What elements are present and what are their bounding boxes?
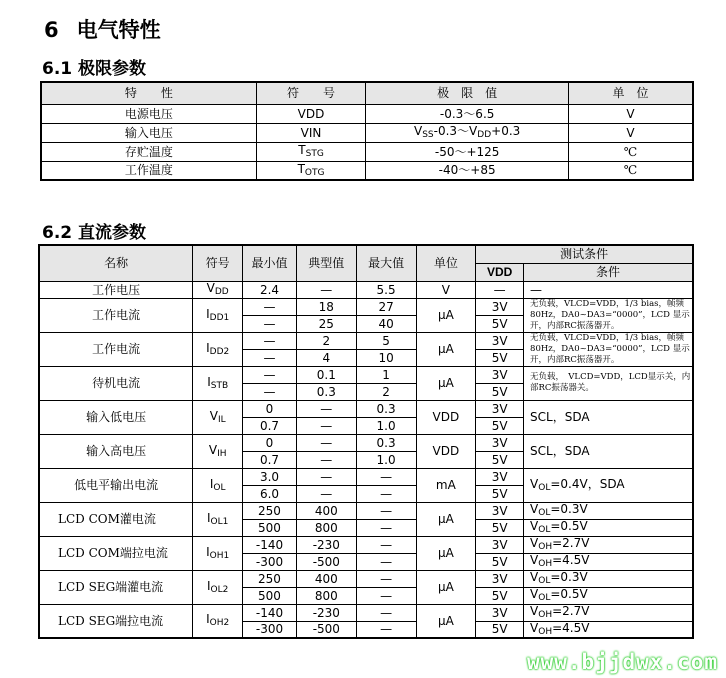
- limits-header-row: [41, 82, 693, 104]
- dc-max: 1.0: [356, 451, 416, 468]
- dc-typ: 400: [296, 570, 356, 587]
- dc-cond: $V_{OL}=0.4V$，SDA: [524, 468, 693, 502]
- limits-value: -40～+85: [366, 161, 569, 180]
- dc-table: [38, 244, 694, 639]
- dc-row: [39, 502, 693, 519]
- dc-min: —: [243, 366, 297, 383]
- dc-typ: -500: [296, 553, 356, 570]
- dc-header-min: 最小值: [243, 245, 297, 281]
- dc-vdd: 5V: [476, 553, 524, 570]
- dc-vdd: 3V: [476, 604, 524, 621]
- dc-min: -300: [243, 553, 297, 570]
- limits-header-cell: 极 限 值: [366, 82, 569, 104]
- dc-name: 输入高电压: [39, 434, 193, 468]
- limits-symbol: $T_{OTG}$: [256, 161, 366, 180]
- limits-row: [41, 142, 693, 161]
- dc-unit: μA: [416, 502, 476, 536]
- dc-min: -140: [243, 604, 297, 621]
- dc-typ: —: [296, 434, 356, 451]
- dc-unit: VDD: [416, 434, 476, 468]
- dc-name: 输入低电压: [39, 400, 193, 434]
- section-title: 电气特性: [76, 18, 161, 42]
- dc-header-cond: 条件: [524, 263, 693, 281]
- dc-name: 工作电流: [39, 332, 193, 366]
- dc-symbol: $I_{DD2}$: [193, 332, 243, 366]
- dc-cond: 无负载，VLCD=VDD，1/3 bias，帧频80Hz，DA0~DA3=“0000”，LCD 显示开，内部RC振荡器开。: [524, 332, 693, 366]
- dc-symbol: $I_{OL}$: [193, 468, 243, 502]
- limits-header-cell: 单 位: [568, 82, 693, 104]
- dc-typ: —: [296, 281, 356, 298]
- dc-unit: μA: [416, 298, 476, 332]
- limits-header-cell: 符 号: [256, 82, 366, 104]
- dc-unit: V: [416, 281, 476, 298]
- dc-min: 0: [243, 400, 297, 417]
- limits-row: [41, 161, 693, 180]
- dc-cond: SCL，SDA: [524, 400, 693, 434]
- section-number: 6: [44, 18, 59, 42]
- dc-vdd: 5V: [476, 485, 524, 502]
- dc-typ: —: [296, 451, 356, 468]
- dc-row: [39, 298, 693, 315]
- dc-max: 5.5: [356, 281, 416, 298]
- dc-max: 2: [356, 383, 416, 400]
- limits-header-cell: 特 性: [41, 82, 256, 104]
- dc-min: 250: [243, 502, 297, 519]
- dc-max: —: [356, 485, 416, 502]
- dc-symbol: $I_{OH2}$: [193, 604, 243, 638]
- dc-vdd: —: [476, 281, 524, 298]
- dc-min: 2.4: [243, 281, 297, 298]
- dc-min: —: [243, 332, 297, 349]
- dc-min: -300: [243, 621, 297, 638]
- limits-name: 电源电压: [41, 104, 256, 123]
- dc-symbol: $V_{IL}$: [193, 400, 243, 434]
- dc-max: 40: [356, 315, 416, 332]
- dc-max: —: [356, 621, 416, 638]
- dc-row: [39, 281, 693, 298]
- dc-typ: 0.1: [296, 366, 356, 383]
- dc-unit: VDD: [416, 400, 476, 434]
- dc-vdd: 3V: [476, 332, 524, 349]
- limits-name: 输入电压: [41, 123, 256, 142]
- subsection-title-dc: 6.2 直流参数: [42, 223, 147, 243]
- dc-typ: 800: [296, 587, 356, 604]
- dc-cond: $V_{OL}=0.5V$: [524, 519, 693, 536]
- dc-name: LCD COM灌电流: [39, 502, 193, 536]
- dc-max: —: [356, 519, 416, 536]
- dc-typ: —: [296, 400, 356, 417]
- dc-vdd: 5V: [476, 349, 524, 366]
- dc-max: —: [356, 587, 416, 604]
- dc-typ: -230: [296, 604, 356, 621]
- dc-header-test: 测试条件: [476, 245, 693, 263]
- dc-vdd: 3V: [476, 366, 524, 383]
- dc-max: —: [356, 553, 416, 570]
- dc-vdd: 3V: [476, 400, 524, 417]
- dc-typ: 4: [296, 349, 356, 366]
- limits-name: 存贮温度: [41, 142, 256, 161]
- limits-symbol: $T_{STG}$: [256, 142, 366, 161]
- dc-min: 250: [243, 570, 297, 587]
- dc-header-typ: 典型值: [296, 245, 356, 281]
- dc-unit: μA: [416, 570, 476, 604]
- dc-header-vdd: VDD: [476, 263, 524, 281]
- limits-name: 工作温度: [41, 161, 256, 180]
- dc-vdd: 3V: [476, 298, 524, 315]
- dc-header-name: 名称: [39, 245, 193, 281]
- dc-cond: $V_{OL}=0.5V$: [524, 587, 693, 604]
- dc-min: 500: [243, 519, 297, 536]
- dc-max: —: [356, 536, 416, 553]
- dc-max: 0.3: [356, 400, 416, 417]
- dc-unit: μA: [416, 536, 476, 570]
- dc-cond: $V_{OL}=0.3V$: [524, 502, 693, 519]
- dc-typ: 2: [296, 332, 356, 349]
- limits-unit: ℃: [568, 161, 693, 180]
- dc-max: 10: [356, 349, 416, 366]
- dc-cond: $V_{OH}=4.5V$: [524, 553, 693, 570]
- dc-typ: 0.3: [296, 383, 356, 400]
- dc-typ: 18: [296, 298, 356, 315]
- dc-cond: $V_{OH}=2.7V$: [524, 536, 693, 553]
- dc-vdd: 5V: [476, 383, 524, 400]
- dc-name: LCD COM端拉电流: [39, 536, 193, 570]
- dc-row: [39, 468, 693, 485]
- dc-symbol: $I_{STB}$: [193, 366, 243, 400]
- dc-vdd: 3V: [476, 570, 524, 587]
- dc-typ: 400: [296, 502, 356, 519]
- dc-min: 0.7: [243, 451, 297, 468]
- limits-table: [40, 81, 694, 181]
- dc-min: 0: [243, 434, 297, 451]
- dc-min: —: [243, 315, 297, 332]
- dc-typ: 25: [296, 315, 356, 332]
- dc-cond: 无负载，VLCD=VDD，1/3 bias，帧频80Hz，DA0~DA3=“0000”，LCD 显示开，内部RC振荡器开。: [524, 298, 693, 332]
- dc-symbol: $I_{OL2}$: [193, 570, 243, 604]
- dc-vdd: 3V: [476, 434, 524, 451]
- dc-max: 27: [356, 298, 416, 315]
- dc-min: —: [243, 349, 297, 366]
- dc-unit: μA: [416, 332, 476, 366]
- dc-symbol: $I_{DD1}$: [193, 298, 243, 332]
- dc-typ: —: [296, 468, 356, 485]
- dc-row: [39, 366, 693, 383]
- dc-min: —: [243, 298, 297, 315]
- dc-max: —: [356, 604, 416, 621]
- dc-name: 工作电压: [39, 281, 193, 298]
- dc-vdd: 3V: [476, 468, 524, 485]
- dc-min: 0.7: [243, 417, 297, 434]
- dc-vdd: 5V: [476, 451, 524, 468]
- dc-row: [39, 332, 693, 349]
- dc-max: —: [356, 502, 416, 519]
- dc-header-symbol: 符号: [193, 245, 243, 281]
- dc-cond: $V_{OH}=2.7V$: [524, 604, 693, 621]
- dc-max: 1.0: [356, 417, 416, 434]
- dc-min: —: [243, 383, 297, 400]
- dc-name: 低电平输出电流: [39, 468, 193, 502]
- limits-symbol: VIN: [256, 123, 366, 142]
- dc-name: LCD SEG端灌电流: [39, 570, 193, 604]
- dc-max: 0.3: [356, 434, 416, 451]
- dc-cond: $V_{OH}=4.5V$: [524, 621, 693, 638]
- dc-row: [39, 536, 693, 553]
- dc-min: 6.0: [243, 485, 297, 502]
- limits-unit: V: [568, 104, 693, 123]
- limits-value: $V_{SS}-0.3\sim V_{DD}+0.3$: [366, 123, 569, 142]
- dc-typ: -230: [296, 536, 356, 553]
- dc-symbol: $I_{OH1}$: [193, 536, 243, 570]
- dc-row: [39, 434, 693, 451]
- limits-unit: V: [568, 123, 693, 142]
- dc-symbol: $V_{DD}$: [193, 281, 243, 298]
- dc-cond: SCL，SDA: [524, 434, 693, 468]
- dc-typ: —: [296, 417, 356, 434]
- dc-vdd: 5V: [476, 315, 524, 332]
- dc-symbol: $I_{OL1}$: [193, 502, 243, 536]
- limits-symbol: VDD: [256, 104, 366, 123]
- limits-unit: ℃: [568, 142, 693, 161]
- dc-header-row: [39, 245, 693, 263]
- dc-name: 工作电流: [39, 298, 193, 332]
- dc-max: 5: [356, 332, 416, 349]
- dc-unit: μA: [416, 604, 476, 638]
- dc-row: [39, 570, 693, 587]
- dc-vdd: 3V: [476, 536, 524, 553]
- dc-cond: —: [524, 281, 693, 298]
- dc-vdd: 5V: [476, 587, 524, 604]
- dc-header-unit: 单位: [416, 245, 476, 281]
- dc-symbol: $V_{IH}$: [193, 434, 243, 468]
- limits-value: -50～+125: [366, 142, 569, 161]
- dc-cond: 无负载， VLCD=VDD，LCD显示关，内部RC振荡器关。: [524, 366, 693, 400]
- dc-max: —: [356, 468, 416, 485]
- limits-row: [41, 104, 693, 123]
- dc-max: 1: [356, 366, 416, 383]
- dc-max: —: [356, 570, 416, 587]
- section-heading: [44, 14, 161, 44]
- dc-min: 3.0: [243, 468, 297, 485]
- dc-typ: —: [296, 485, 356, 502]
- dc-typ: -500: [296, 621, 356, 638]
- dc-vdd: 3V: [476, 502, 524, 519]
- dc-name: 待机电流: [39, 366, 193, 400]
- dc-typ: 800: [296, 519, 356, 536]
- limits-value: -0.3～6.5: [366, 104, 569, 123]
- dc-row: [39, 604, 693, 621]
- dc-vdd: 5V: [476, 621, 524, 638]
- dc-cond: $V_{OL}=0.3V$: [524, 570, 693, 587]
- watermark: www.bjjdwx.com: [526, 650, 718, 674]
- dc-min: 500: [243, 587, 297, 604]
- dc-min: -140: [243, 536, 297, 553]
- dc-row: [39, 400, 693, 417]
- dc-vdd: 5V: [476, 519, 524, 536]
- dc-unit: mA: [416, 468, 476, 502]
- limits-row: [41, 123, 693, 142]
- subsection-title-limits: 6.1 极限参数: [42, 59, 147, 79]
- dc-name: LCD SEG端拉电流: [39, 604, 193, 638]
- dc-vdd: 5V: [476, 417, 524, 434]
- dc-header-max: 最大值: [356, 245, 416, 281]
- dc-unit: μA: [416, 366, 476, 400]
